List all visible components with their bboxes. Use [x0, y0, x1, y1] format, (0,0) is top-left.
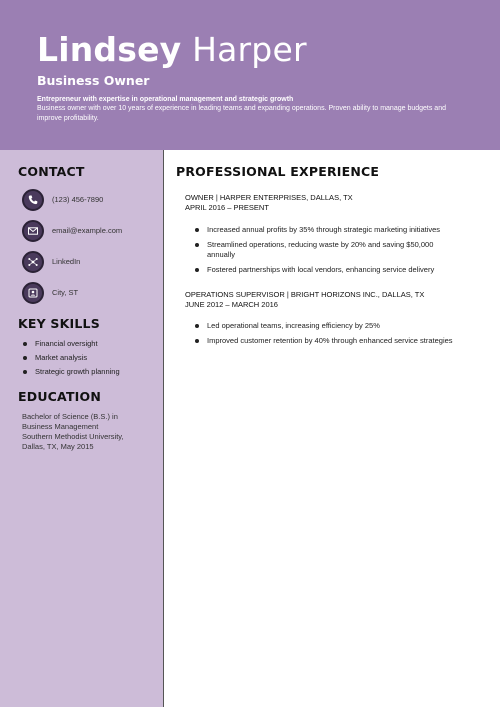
contact-location	[22, 282, 162, 304]
job-bullet: Fostered partnerships with local vendors, enhancing service delivery	[193, 265, 463, 275]
phone-icon	[22, 189, 44, 211]
job-bullet: Improved customer retention by 40% through enhanced service strategies	[193, 336, 463, 346]
skill-item: Financial oversight	[22, 339, 120, 353]
location-icon	[22, 282, 44, 304]
contact-phone	[22, 189, 162, 211]
tagline: Entrepreneur with expertise in operational management and strategic growth	[37, 96, 294, 103]
job-title: Business Owner	[37, 73, 150, 88]
last-name: Harper	[192, 30, 307, 69]
first-name: Lindsey	[37, 30, 182, 69]
job-bullet: Increased annual profits by 35% through strategic marketing initiatives	[193, 225, 463, 235]
contact-email	[22, 220, 162, 242]
summary: Business owner with over 10 years of experience in leading teams and expanding operations. Proven ability to manage budgets and improve profitability.	[37, 105, 446, 122]
contact-linkedin	[22, 251, 162, 273]
job-title-line: OPERATIONS SUPERVISOR | BRIGHT HORIZONS INC., DALLAS, TX	[185, 290, 425, 299]
linkedin-text[interactable]: LinkedIn	[52, 257, 81, 266]
job-title-line: OWNER | HARPER ENTERPRISES, DALLAS, TX	[185, 193, 353, 202]
email-icon	[22, 220, 44, 242]
job-bullet: Streamlined operations, reducing waste by 20% and saving $50,000 annually	[193, 240, 463, 260]
skills-list	[22, 339, 120, 381]
email-text[interactable]: email@example.com	[52, 226, 123, 235]
location-text: City, ST	[52, 288, 79, 297]
skills-heading: KEY SKILLS	[18, 316, 100, 331]
experience-heading: PROFESSIONAL EXPERIENCE	[176, 164, 380, 179]
phone-text[interactable]: (123) 456-7890	[52, 195, 104, 204]
skill-item: Strategic growth planning	[22, 367, 120, 381]
education-line: Bachelor of Science (B.S.) in	[22, 412, 118, 421]
column-divider	[163, 150, 164, 707]
linkedin-icon	[22, 251, 44, 273]
education-line: Business Management	[22, 422, 99, 431]
job-bullets	[193, 321, 463, 351]
skill-item: Market analysis	[22, 353, 120, 367]
job-bullet: Led operational teams, increasing efficiency by 25%	[193, 321, 463, 331]
job-dates: JUNE 2012 – MARCH 2016	[185, 300, 278, 309]
education-line: Southern Methodist University,	[22, 432, 124, 441]
full-name	[37, 30, 307, 70]
education-line: Dallas, TX, May 2015	[22, 442, 94, 451]
education-heading: EDUCATION	[18, 389, 102, 404]
education-details	[22, 412, 152, 452]
job-bullets	[193, 225, 463, 280]
job-dates: APRIL 2016 – PRESENT	[185, 203, 269, 212]
contact-heading: CONTACT	[18, 164, 85, 179]
resume-header	[0, 0, 500, 150]
